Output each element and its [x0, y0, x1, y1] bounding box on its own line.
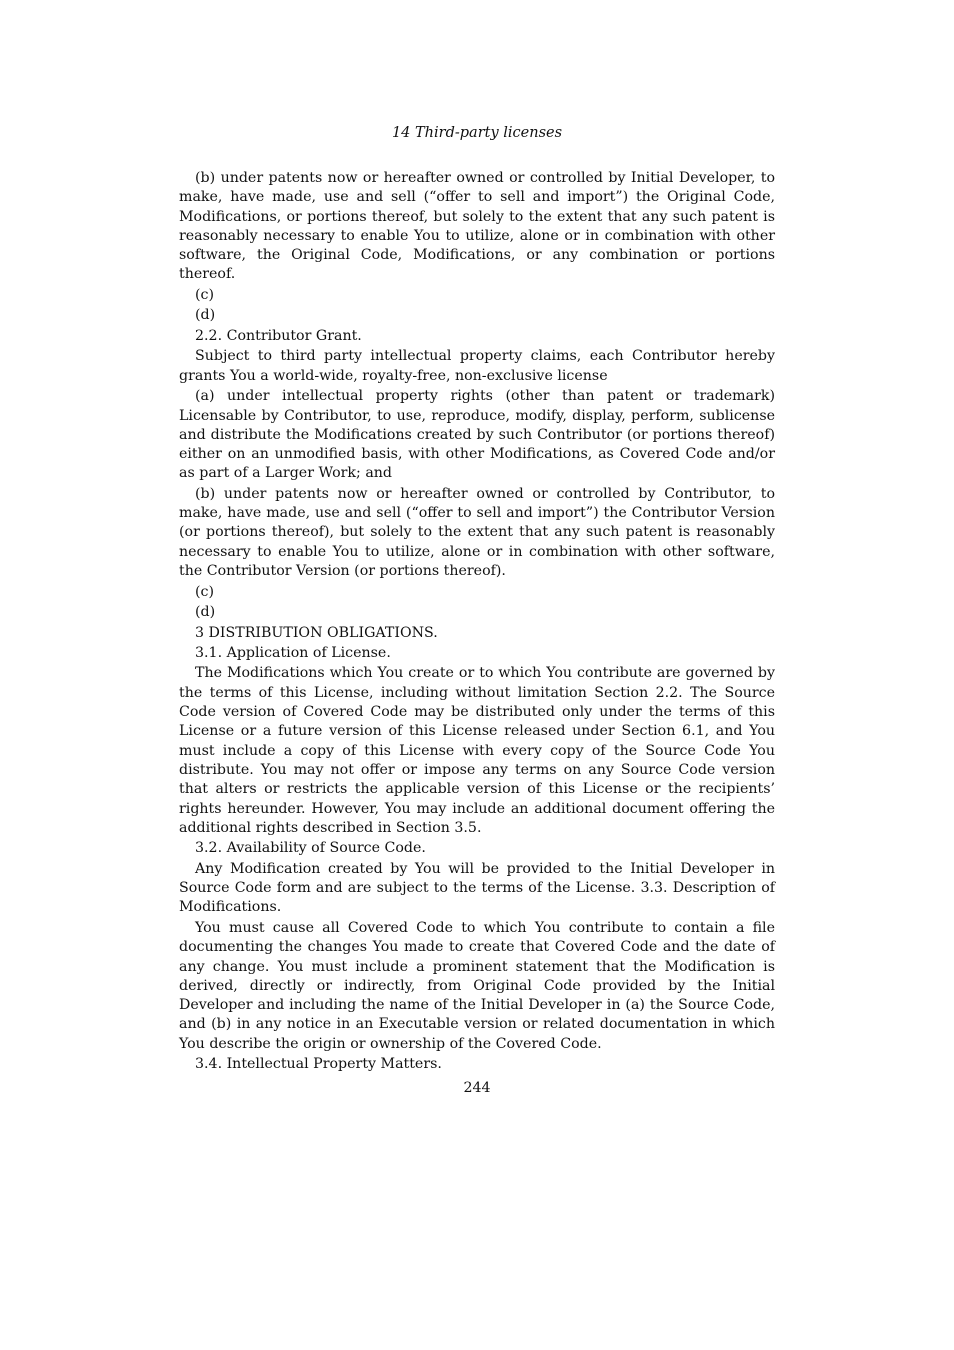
section-heading-intellectual-property: 3.4. Intellectual Property Matters.	[195, 1056, 442, 1073]
section-heading-contributor-grant: 2.2. Contributor Grant.	[195, 327, 362, 344]
paragraph-description-of-modifications: You must cause all Covered Code to which You contribute to contain a file documenting the changes You made to create that Covered Code and the date of any change. You must include a prominent statement that the Modification is derived, directly or indirectly, from Original Code provided by the Initial Developer and including the name of the Initial Developer in (a) the Source Code, and (b) in any notice in an Executable version or related documentation in which You describe the origin or ownership of the Covered Code.	[179, 919, 775, 1052]
section-heading-availability-of-source: 3.2. Availability of Source Code.	[195, 840, 426, 857]
paragraph-item-c: (c)	[195, 286, 215, 303]
paragraph-contributor-grant: Subject to third party intellectual property claims, each Contributor hereby grants You a world-wide, royalty-free, non-exclusive license	[179, 348, 775, 384]
paragraph-item-d: (d)	[195, 307, 216, 324]
section-heading-application-of-license: 3.1. Application of License.	[195, 645, 391, 661]
paragraph-item-d: (d)	[195, 604, 216, 621]
page-number: 244	[463, 1080, 491, 1096]
paragraph-ip-rights: (a) under intellectual property rights (other than patent or trademark) Licensable by Contributor, to use, reproduce, modify, display, perform, sublicense and distribute the Modifications created by such Contributor (or portions thereof) either on an unmodified basis, with other Modifications, as Covered Code and/or as part of a Larger Work; and	[179, 388, 775, 482]
running-head: 14 Third-party licenses	[391, 125, 563, 141]
section-heading-distribution-obligations: 3 DISTRIBUTION OBLIGATIONS.	[195, 624, 438, 641]
paragraph-application-of-license: The Modifications which You create or to which You contribute are governed by the terms of this License, including without limitation Section 2.2. The Source Code version of Covered Code may be distributed only under the terms of this License or a future version of this License released under Section 6.1, and You must include a copy of this License with every copy of the Source Code You distribute. You may not offer or impose any terms on any Source Code version that alters or restricts the applicable version of this License or the recipients’ rights hereunder. However, You may include an additional document offering the additional rights described in Section 3.5.	[179, 665, 775, 836]
document-page	[179, 124, 775, 1076]
paragraph-availability-of-source: Any Modification created by You will be provided to the Initial Developer in Source Code form and are subject to the terms of the License. 3.3. Description of Modifications.	[179, 860, 775, 916]
paragraph-item-c: (c)	[195, 583, 215, 600]
paragraph-patents-contributor: (b) under patents now or hereafter owned or controlled by Contributor, to make, have made, use and sell (“offer to sell and import”) the Contributor Version (or portions thereof), but solely to the extent that any such patent is reasonably necessary to enable You to utilize, alone or in combination with other software, the Contributor Version (or portions thereof).	[179, 485, 775, 580]
paragraph-patents-initial-developer: (b) under patents now or hereafter owned or controlled by Initial Developer, to make, have made, use and sell (“offer to sell and import”) the Original Code, Modifications, or portions thereof, but solely to the extent that any such patent is reasonably necessary to enable You to utilize, alone or in combination with other software, the Original Code, Modifications, or any combination or portions thereof.	[179, 170, 775, 283]
